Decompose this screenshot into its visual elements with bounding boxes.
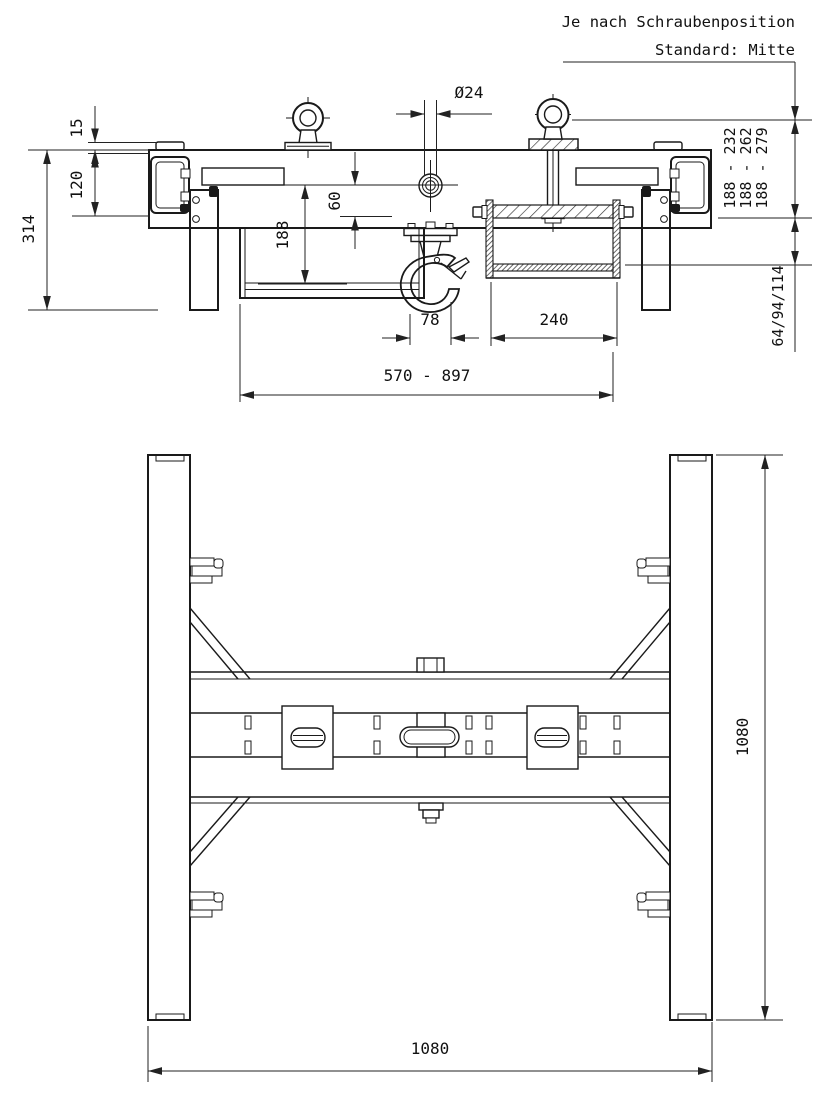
pocket-top-plate <box>493 205 613 218</box>
pocket-bottom-band <box>493 264 613 271</box>
dim-eye-height-pos3-label: 188 - 279 <box>753 127 771 209</box>
right-slider-block <box>527 706 578 769</box>
note-line2: Standard: Mitte <box>655 41 795 59</box>
dim-clamp-height-label: 120 <box>67 170 86 200</box>
dim-hole-diameter-label: Ø24 <box>454 83 484 102</box>
dim-eye-height-pos2-label: 188 - 262 <box>737 127 755 209</box>
dim-pocket-width-label: 240 <box>539 310 569 329</box>
pocket-bolt-left <box>473 207 482 217</box>
dim-pocket-spacing-label: 570 - 897 <box>383 366 471 385</box>
dim-hook-width-label: 78 <box>420 310 440 329</box>
dim-frame-width-label: 1080 <box>410 1039 450 1058</box>
dim-overall-height-label: 314 <box>19 214 38 244</box>
hatched-base-plate <box>529 139 578 150</box>
dim-cap-height-label: 15 <box>67 118 86 138</box>
left-slider-block <box>282 706 333 769</box>
dim-eye-height-pos1-label: 188 - 232 <box>721 127 739 209</box>
dim-hole-to-flange-label: 60 <box>325 191 344 211</box>
pocket-bolt-right <box>624 207 633 217</box>
top-center-bolt <box>417 658 444 672</box>
dim-lower-offsets-label: 64/94/114 <box>769 265 787 347</box>
dim-frame-depth-label: 1080 <box>733 717 752 757</box>
dim-pocket-depth-label: 188 <box>273 220 292 250</box>
note-line1: Je nach Schraubenposition <box>561 13 795 31</box>
